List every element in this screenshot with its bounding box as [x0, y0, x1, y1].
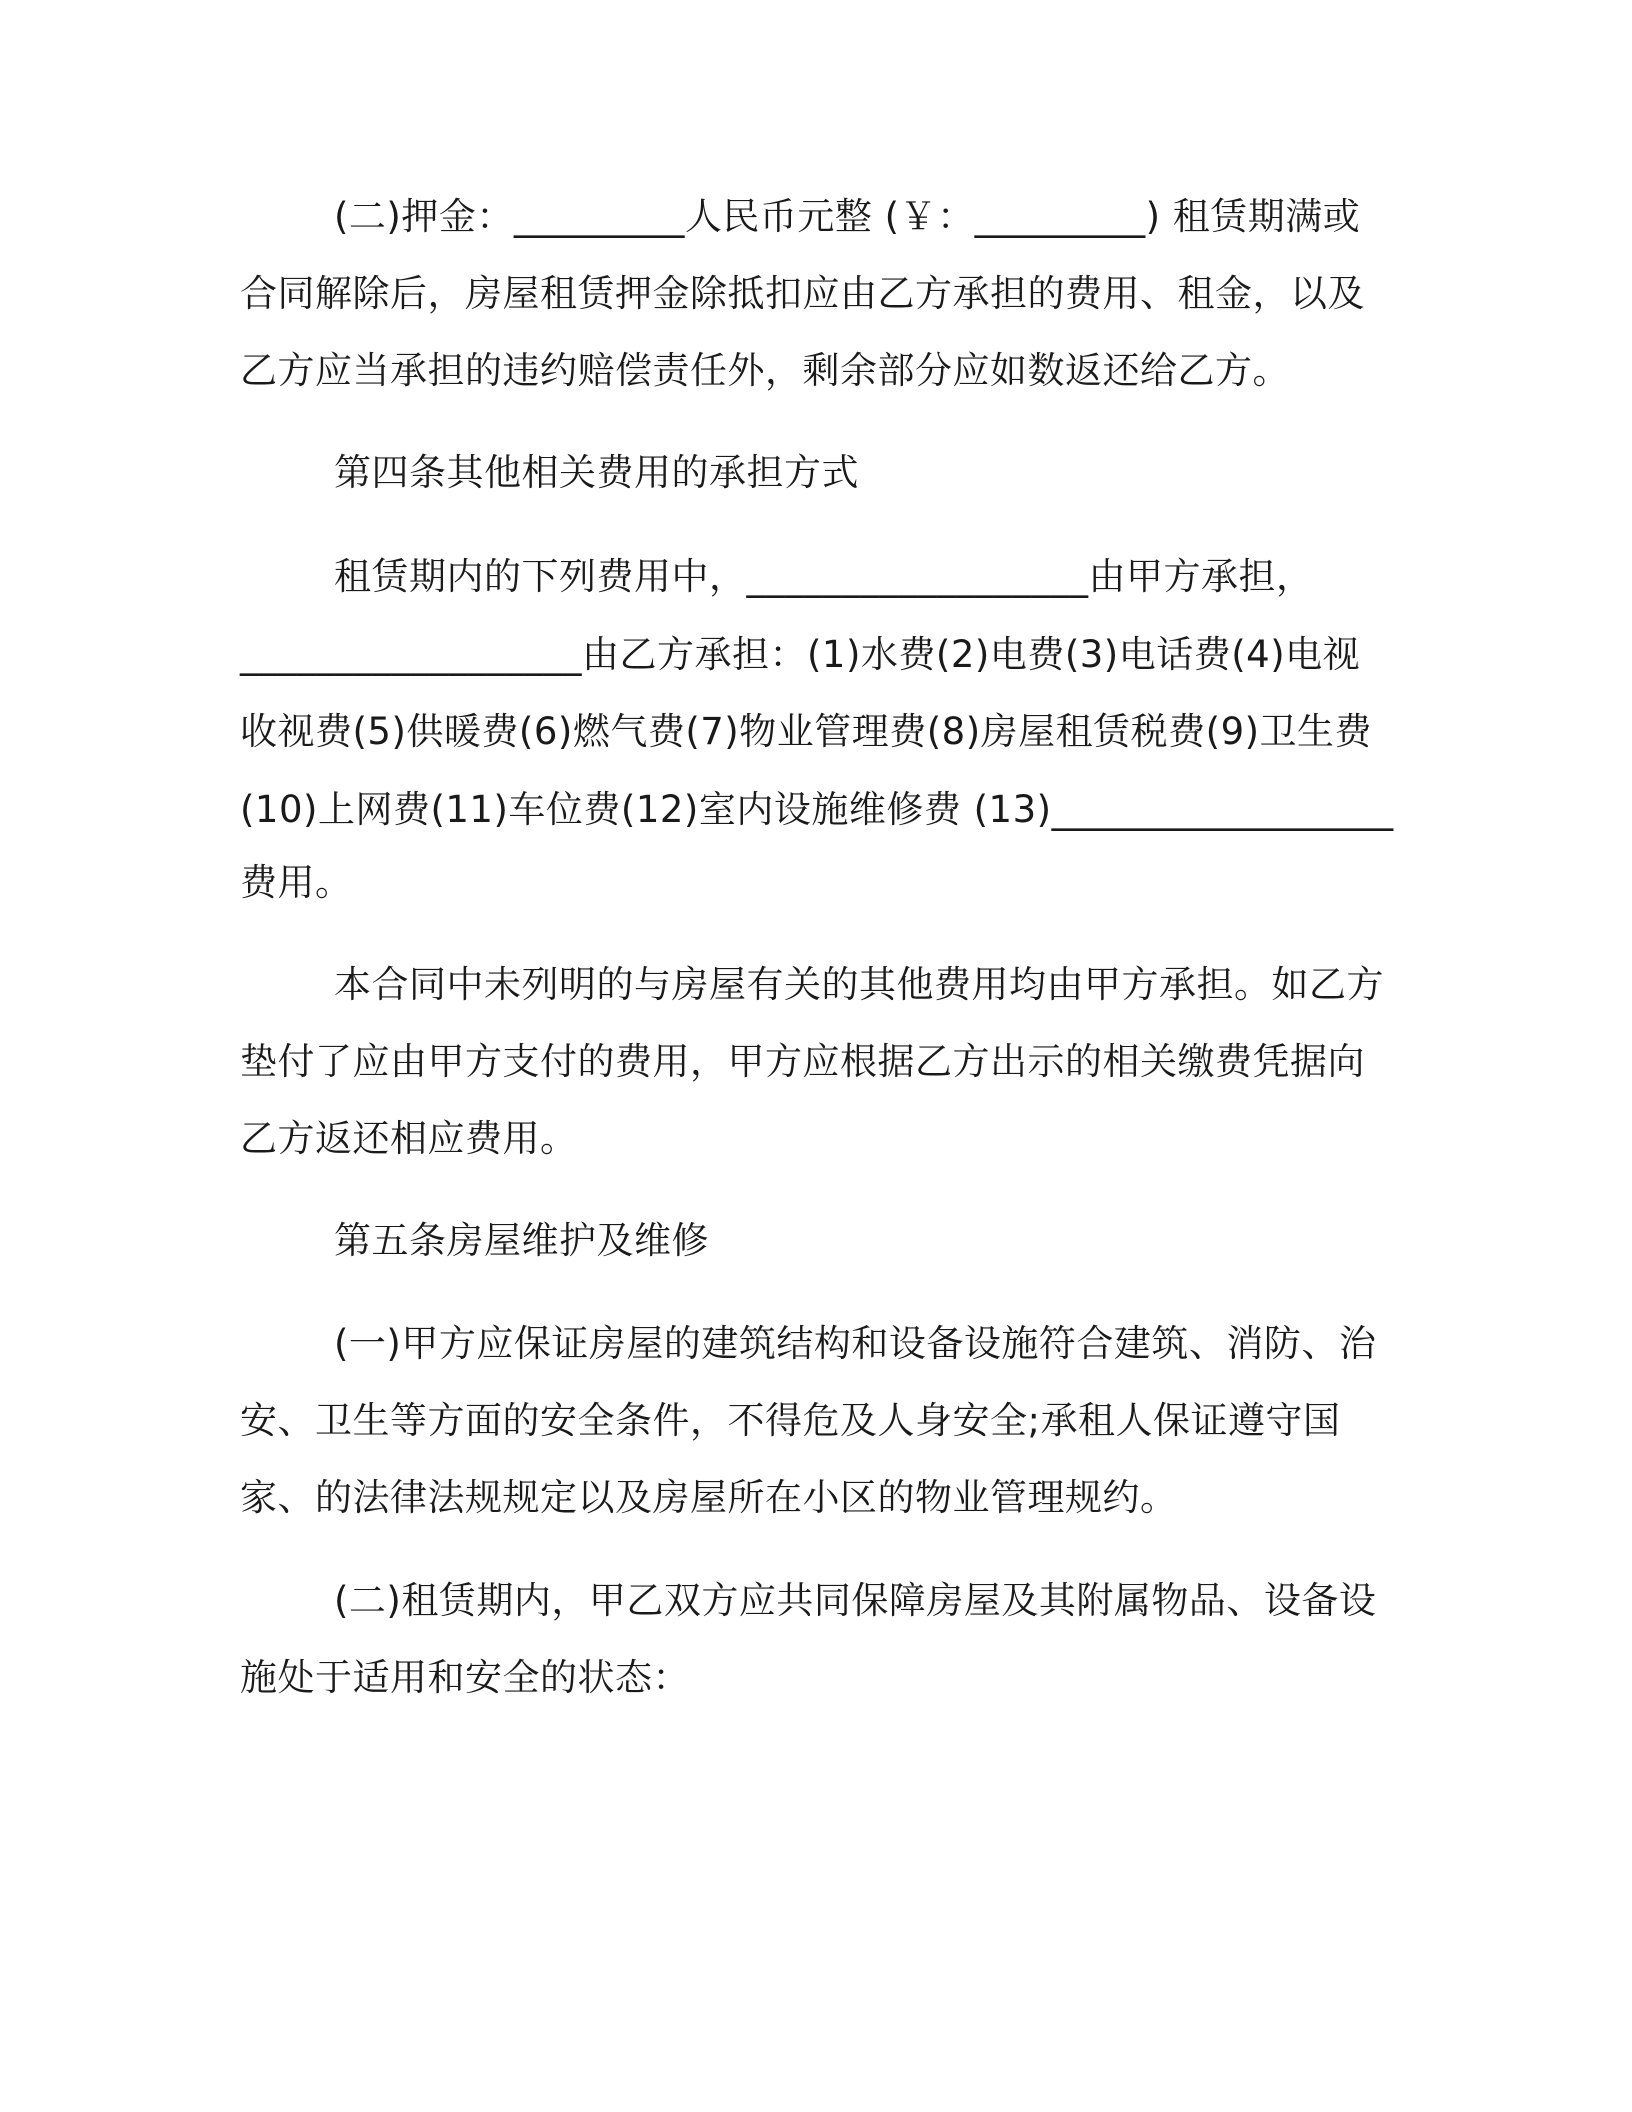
article-four-heading: 第四条其他相关费用的承担方式 — [334, 451, 859, 494]
article-five-heading: 第五条房屋维护及维修 — [334, 1219, 709, 1262]
other-fees-paragraph-line-2: 垫付了应由甲方支付的费用，甲方应根据乙方出示的相关缴费凭据向 — [240, 1040, 1365, 1083]
other-fees-paragraph-line-1: 本合同中未列明的与房屋有关的其他费用均由甲方承担。如乙方 — [334, 963, 1384, 1006]
maintenance-paragraph-2-line-1: (二)租赁期内，甲乙双方应共同保障房屋及其附属物品、设备设 — [334, 1579, 1377, 1622]
fees-paragraph-line-3: 收视费(5)供暖费(6)燃气费(7)物业管理费(8)房屋租赁税费(9)卫生费 — [240, 710, 1373, 753]
maintenance-paragraph-1-line-3: 家、的法律法规规定以及房屋所在小区的物业管理规约。 — [240, 1476, 1178, 1519]
deposit-paragraph-line-2: 合同解除后，房屋租赁押金除抵扣应由乙方承担的费用、租金，以及 — [240, 272, 1365, 315]
deposit-paragraph-line-3: 乙方应当承担的违约赔偿责任外，剩余部分应如数返还给乙方。 — [240, 349, 1290, 392]
maintenance-paragraph-1-line-2: 安、卫生等方面的安全条件，不得危及人身安全;承租人保证遵守国 — [240, 1399, 1341, 1442]
fees-paragraph-line-2: __________________由乙方承担：(1)水费(2)电费(3)电话费(4)电视 — [240, 633, 1361, 676]
fees-paragraph-line-4: (10)上网费(11)车位费(12)室内设施维修费 (13)__________________ — [240, 788, 1394, 831]
fees-paragraph-line-5: 费用。 — [240, 861, 353, 904]
other-fees-paragraph-line-3: 乙方返还相应费用。 — [240, 1117, 578, 1160]
deposit-paragraph-line-1: (二)押金：_________人民币元整 (￥：_________) 租赁期满或 — [334, 195, 1361, 238]
maintenance-paragraph-2-line-2: 施处于适用和安全的状态： — [240, 1656, 690, 1699]
fees-paragraph-line-1: 租赁期内的下列费用中，__________________由甲方承担， — [334, 555, 1314, 598]
maintenance-paragraph-1-line-1: (一)甲方应保证房屋的建筑结构和设备设施符合建筑、消防、治 — [334, 1322, 1377, 1365]
